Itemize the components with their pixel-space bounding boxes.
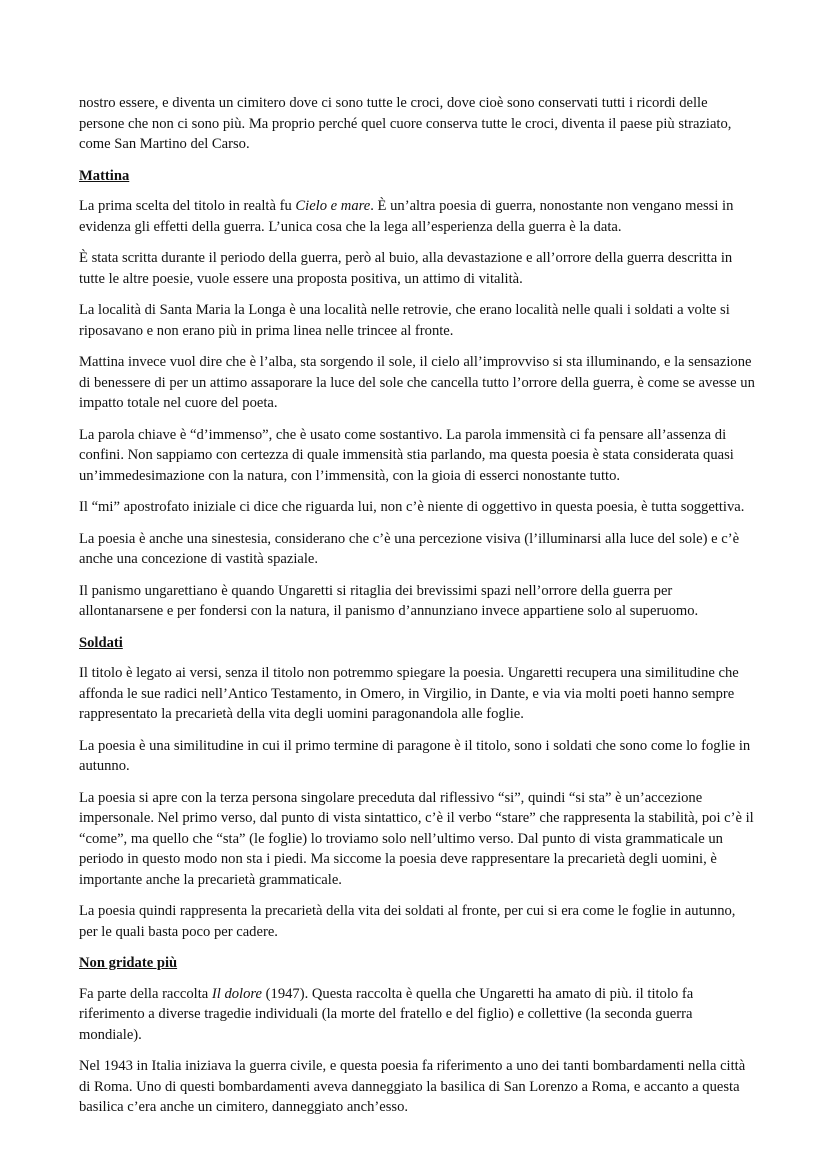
mattina-paragraph-1	[79, 196, 755, 237]
non-gridate-p1-text-b: (1947). Questa raccolta è quella che Ungaretti ha amato di più. il titolo fa riferimento a diverse tragedie individuali (la morte del fratello e del figlio) e collettive (la seconda guerra mondiale).	[79, 985, 694, 1043]
soldati-paragraph-1: Il titolo è legato ai versi, senza il titolo non potremmo spiegare la poesia. Ungaretti recupera una similitudine che affonda le sue radici nell’Antico Testamento, in Omero, in Virgilio, in Dante, e via via molti poeti hanno sempre rappresentato la precarietà della vita degli uomini paragonandola alle foglie.	[79, 665, 739, 722]
mattina-p1-text-b: . È un’altra poesia di guerra, nonostante non vengano messi in evidenza gli effetti della guerra. L’unica cosa che la lega all’esperienza della guerra è la data.	[79, 198, 734, 235]
soldati-paragraph-4: La poesia quindi rappresenta la precarietà della vita dei soldati al fronte, per cui si era come le foglie in autunno, per le quali basta poco per cadere.	[79, 903, 736, 940]
non-gridate-p1-italic-title: Il dolore	[211, 985, 263, 1002]
mattina-paragraph-7: La poesia è anche una sinestesia, considerano che c’è una percezione visiva (l’illuminarsi alla luce del sole) e c’è anche una concezione di vastità spaziale.	[79, 530, 740, 567]
mattina-paragraph-3: La località di Santa Maria la Longa è una località nelle retrovie, che erano località nelle quali i soldati a volte si riposavano e non erano più in prima linea nelle trincee al fronte.	[79, 302, 730, 339]
mattina-paragraph-4: Mattina invece vuol dire che è l’alba, sta sorgendo il sole, il cielo all’improvviso si sta illuminando, e la sensazione di benessere di per un attimo assaporare la luce del sole che cancella tutto l’orrore della guerra, è come se avesse un impatto totale nel cuore del poeta.	[79, 354, 755, 411]
non-gridate-paragraph-2: Nel 1943 in Italia iniziava la guerra civile, e questa poesia fa riferimento a uno dei tanti bombardamenti nella città di Roma. Uno di questi bombardamenti aveva danneggiato la basilica di San Lorenzo a Roma, e accanto a questa basilica c’era anche un cimitero, danneggiato anch’esso.	[79, 1058, 746, 1115]
mattina-p1-italic-title: Cielo e mare	[295, 198, 371, 214]
heading-soldati: Soldati	[79, 634, 123, 651]
heading-non-gridate-piu: Non gridate più	[79, 955, 178, 971]
soldati-paragraph-2: La poesia è una similitudine in cui il primo termine di paragone è il titolo, sono i soldati che sono come lo foglie in autunno.	[79, 737, 751, 774]
document-page	[79, 93, 755, 1129]
intro-paragraph: nostro essere, e diventa un cimitero dove ci sono tutte le croci, dove cioè sono conservati tutti i ricordi delle persone che non ci sono più. Ma proprio perché quel cuore conserva tutte le croci, diventa il paese più straziato, come San Martino del Carso.	[79, 95, 732, 152]
mattina-paragraph-6: Il “mi” apostrofato iniziale ci dice che riguarda lui, non c’è niente di oggettivo in questa poesia, è tutta soggettiva.	[79, 499, 745, 515]
non-gridate-paragraph-1	[79, 984, 755, 1046]
mattina-paragraph-5: La parola chiave è “d’immenso”, che è usato come sostantivo. La parola immensità ci fa pensare all’assenza di confini. Non sappiamo con certezza di quale immensità stia parlando, ma questa poesia è stata considerata quasi un’immedesimazione con la natura, con l’immensità, con la gioia di esserci nonostante tutto.	[79, 426, 734, 484]
heading-mattina: Mattina	[79, 167, 130, 184]
soldati-paragraph-3: La poesia si apre con la terza persona singolare preceduta dal riflessivo “si”, quindi “si sta” è un’accezione impersonale. Nel primo verso, dal punto di vista sintattico, c’è il verbo “stare” che rappresenta la stabilità, poi c’è il “come”, ma quello che “sta” (le foglie) lo troviamo solo nell’ultimo verso. Dal punto di vista grammaticale un periodo in questo modo non sta i piedi. Ma siccome la poesia deve rappresentare la precarietà degli uomini, è importante anche la precarietà grammaticale.	[79, 789, 754, 888]
mattina-paragraph-8: Il panismo ungarettiano è quando Ungaretti si ritaglia dei brevissimi spazi nell’orrore della guerra per allontanarsene e per fondersi con la natura, il panismo d’annunziano invece appartiene solo al superuomo.	[79, 582, 699, 619]
non-gridate-p1-text-a: Fa parte della raccolta	[79, 985, 212, 1002]
mattina-p1-text-a: La prima scelta del titolo in realtà fu	[79, 198, 296, 214]
mattina-paragraph-2: È stata scritta durante il periodo della guerra, però al buio, alla devastazione e all’orrore della guerra descritta in tutte le altre poesie, vuole essere una proposta positiva, un attimo di vitalità.	[79, 250, 733, 287]
